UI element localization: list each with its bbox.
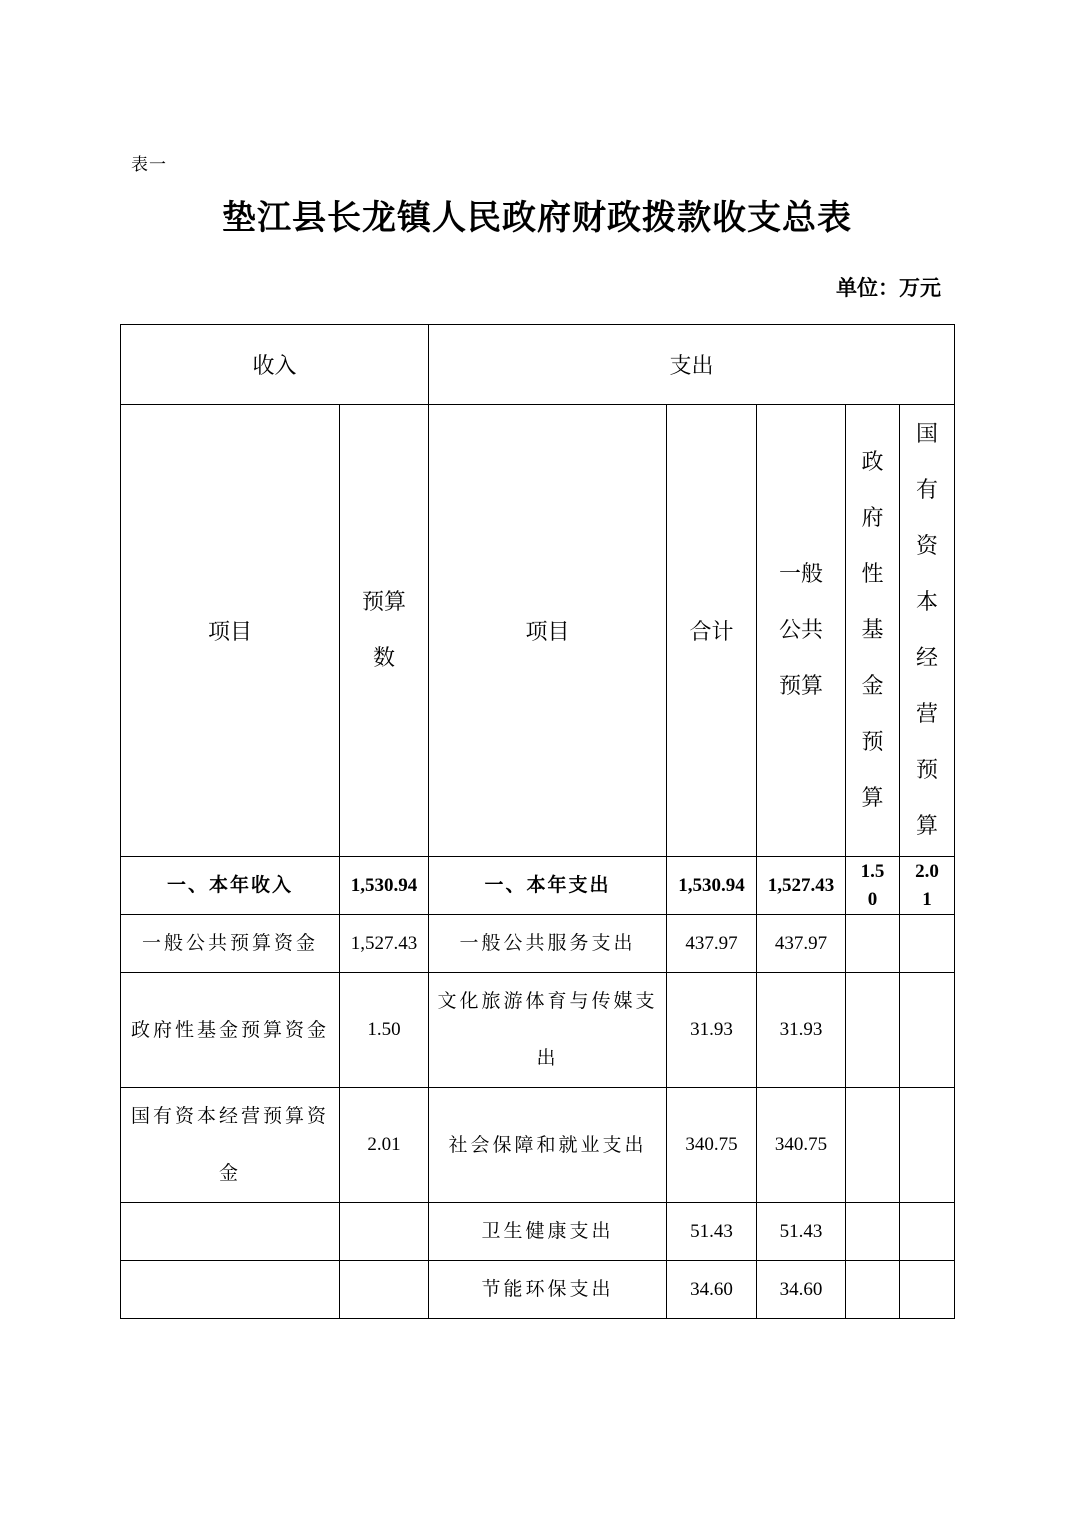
general-value: 1,527.43 [757, 857, 846, 915]
table-row [121, 973, 955, 1088]
exp-item: 节能环保支出 [429, 1261, 667, 1319]
income-item [121, 1261, 340, 1319]
table-row [121, 1261, 955, 1319]
fund-value [846, 1261, 900, 1319]
page-title: 垫江县长龙镇人民政府财政拨款收支总表 [222, 198, 852, 238]
fiscal-table [120, 324, 955, 1319]
table-row [121, 1088, 955, 1203]
budget-count-header: 预算数 [340, 405, 429, 857]
total-value: 1,530.94 [667, 857, 757, 915]
total-value: 51.43 [667, 1203, 757, 1261]
income-header: 收入 [121, 325, 429, 405]
exp-item: 一般公共服务支出 [429, 915, 667, 973]
exp-item: 社会保障和就业支出 [429, 1088, 667, 1203]
general-budget-header: 一般公共预算 [757, 405, 846, 857]
table-row [121, 1203, 955, 1261]
budget-value: 1,530.94 [340, 857, 429, 915]
gov-fund-budget-header: 政府性基金预算 [846, 405, 900, 857]
capital-value [900, 973, 955, 1088]
income-item: 一、本年收入 [121, 857, 340, 915]
fund-value [846, 1088, 900, 1203]
expenditure-header: 支出 [429, 325, 955, 405]
total-value: 31.93 [667, 973, 757, 1088]
capital-value: 2.01 [900, 857, 955, 915]
fund-value: 1.50 [846, 857, 900, 915]
capital-value [900, 1261, 955, 1319]
total-value: 437.97 [667, 915, 757, 973]
exp-item: 文化旅游体育与传媒支出 [429, 973, 667, 1088]
budget-value: 1,527.43 [340, 915, 429, 973]
income-item: 国有资本经营预算资金 [121, 1088, 340, 1203]
total-value: 340.75 [667, 1088, 757, 1203]
income-item-header: 项目 [121, 405, 340, 857]
general-value: 340.75 [757, 1088, 846, 1203]
general-value: 31.93 [757, 973, 846, 1088]
general-value: 51.43 [757, 1203, 846, 1261]
income-item [121, 1203, 340, 1261]
budget-value: 1.50 [340, 973, 429, 1088]
budget-value [340, 1261, 429, 1319]
exp-item: 一、本年支出 [429, 857, 667, 915]
budget-value: 2.01 [340, 1088, 429, 1203]
fund-value [846, 915, 900, 973]
total-header: 合计 [667, 405, 757, 857]
fund-value [846, 973, 900, 1088]
table-row [121, 857, 955, 915]
table-tag: 表一 [131, 155, 167, 175]
capital-value [900, 1203, 955, 1261]
exp-item-header: 项目 [429, 405, 667, 857]
state-capital-budget-header: 国有资本经营预算 [900, 405, 955, 857]
unit-label: 单位：万元 [836, 275, 941, 300]
income-item: 政府性基金预算资金 [121, 973, 340, 1088]
fund-value [846, 1203, 900, 1261]
budget-value [340, 1203, 429, 1261]
general-value: 437.97 [757, 915, 846, 973]
total-value: 34.60 [667, 1261, 757, 1319]
exp-item: 卫生健康支出 [429, 1203, 667, 1261]
general-value: 34.60 [757, 1261, 846, 1319]
table-row [121, 915, 955, 973]
capital-value [900, 1088, 955, 1203]
income-item: 一般公共预算资金 [121, 915, 340, 973]
capital-value [900, 915, 955, 973]
